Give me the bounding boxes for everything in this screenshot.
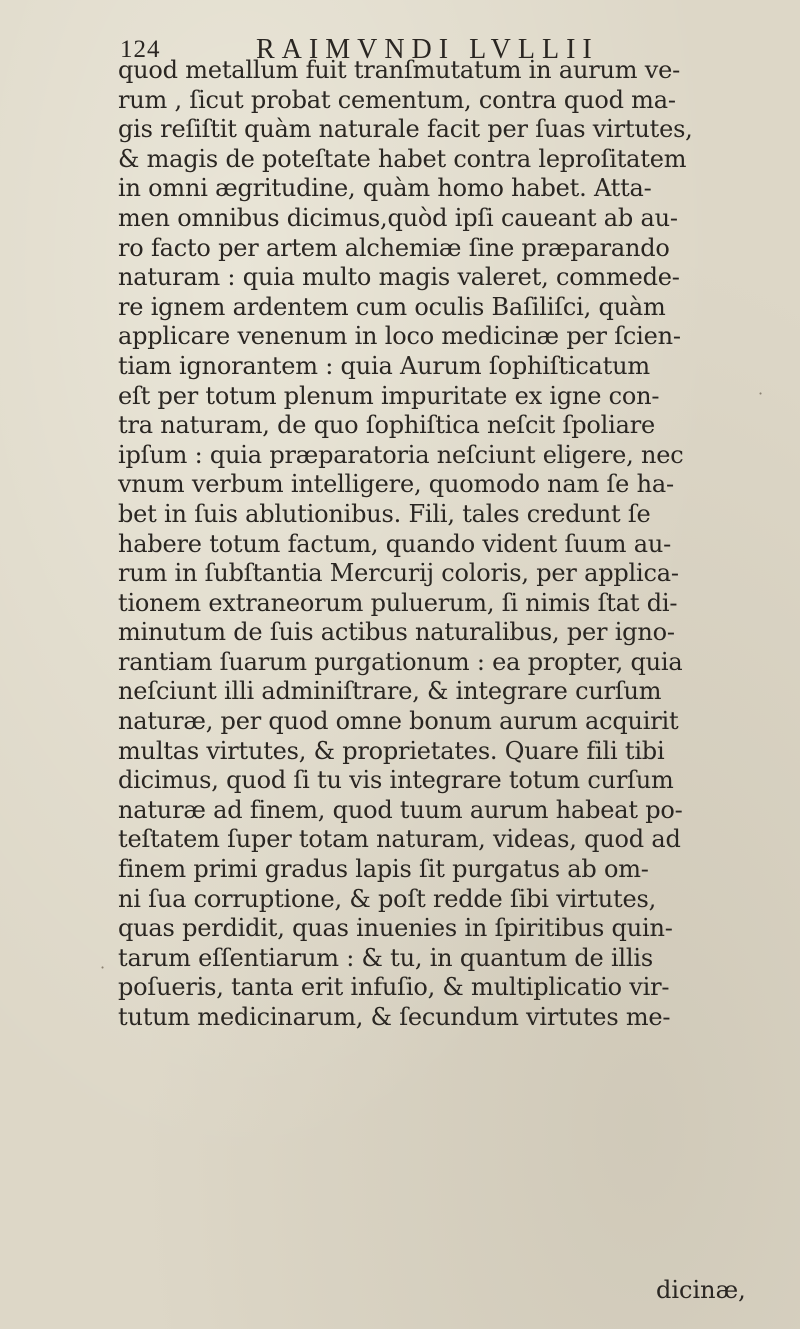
body-text bbox=[118, 56, 798, 1033]
text-line: tutum medicinarum, & ſecundum virtutes me- bbox=[118, 1003, 671, 1031]
text-line: eſt per totum plenum impuritate ex igne con- bbox=[118, 381, 660, 410]
text-line: naturæ, per quod omne bonum aurum acquirit bbox=[118, 707, 679, 736]
text-line: habere totum factum, quando vident ſuum au- bbox=[118, 529, 671, 558]
text-line: re ignem ardentem cum oculis Baſiliſci, quàm bbox=[118, 292, 666, 321]
text-line: dicimus, quod ſi tu vis integrare totum curſum bbox=[118, 766, 674, 795]
text-line: ni ſua corruptione, & poſt redde ſibi virtutes, bbox=[118, 884, 657, 913]
text-line: bet in ſuis ablutionibus. Fili, tales credunt ſe bbox=[118, 499, 651, 528]
text-line: rum , ſicut probat cementum, contra quod ma- bbox=[118, 85, 676, 114]
text-line: naturam : quia multo magis valeret, commede- bbox=[118, 263, 680, 292]
margin-smudge: · bbox=[758, 384, 764, 403]
text-line: quas perdidit, quas inuenies in ſpiritibus quin- bbox=[118, 914, 673, 943]
text-line: tionem extraneorum puluerum, ſi nimis ſtat di- bbox=[118, 588, 678, 617]
text-line: applicare venenum in loco medicinæ per ſcien- bbox=[118, 322, 681, 351]
text-line: finem primi gradus lapis ſit purgatus ab om- bbox=[118, 855, 649, 884]
text-line: rantiam ſuarum purgationum : ea propter, quia bbox=[118, 647, 683, 676]
page-number: 124 bbox=[120, 36, 161, 63]
text-line: ro facto per artem alchemiæ ſine præparando bbox=[118, 233, 670, 262]
text-line: teſtatem ſuper totam naturam, videas, quod ad bbox=[118, 825, 681, 854]
text-line: men omnibus dicimus,quòd ipſi caueant ab au- bbox=[118, 203, 678, 232]
text-line: minutum de ſuis actibus naturalibus, per igno- bbox=[118, 618, 675, 647]
catchword: dicinæ, bbox=[656, 1276, 746, 1304]
running-head: RAIMVNDI LVLLII bbox=[256, 34, 599, 65]
text-line: multas virtutes, & proprietates. Quare fili tibi bbox=[118, 736, 665, 765]
text-line: naturæ ad finem, quod tuum aurum habeat po- bbox=[118, 795, 683, 824]
text-line: neſciunt illi adminiſtrare, & integrare curſum bbox=[118, 677, 662, 706]
text-line: & magis de poteſtate habet contra leproſitatem bbox=[118, 144, 687, 173]
text-line: ipſum : quia præparatoria neſciunt eligere, nec bbox=[118, 440, 684, 469]
text-line: quod metallum fuit tranſmutatum in aurum ve- bbox=[118, 56, 680, 84]
text-line: in omni ægritudine, quàm homo habet. Atta- bbox=[118, 174, 652, 203]
text-line: tiam ignorantem : quia Aurum ſophiſticatum bbox=[118, 351, 650, 380]
margin-smudge: · bbox=[100, 958, 106, 977]
text-line: poſueris, tanta erit infuſio, & multiplicatio vir- bbox=[118, 973, 670, 1002]
text-line: tarum eſſentiarum : & tu, in quantum de illis bbox=[118, 943, 653, 972]
text-line: rum in ſubſtantia Mercurij coloris, per applica- bbox=[118, 559, 679, 588]
text-line: vnum verbum intelligere, quomodo nam ſe ha- bbox=[118, 470, 674, 499]
text-line: gis reſiſtit quàm naturale facit per ſuas virtutes, bbox=[118, 115, 693, 144]
text-line: tra naturam, de quo ſophiſtica neſcit ſpoliare bbox=[118, 411, 655, 440]
